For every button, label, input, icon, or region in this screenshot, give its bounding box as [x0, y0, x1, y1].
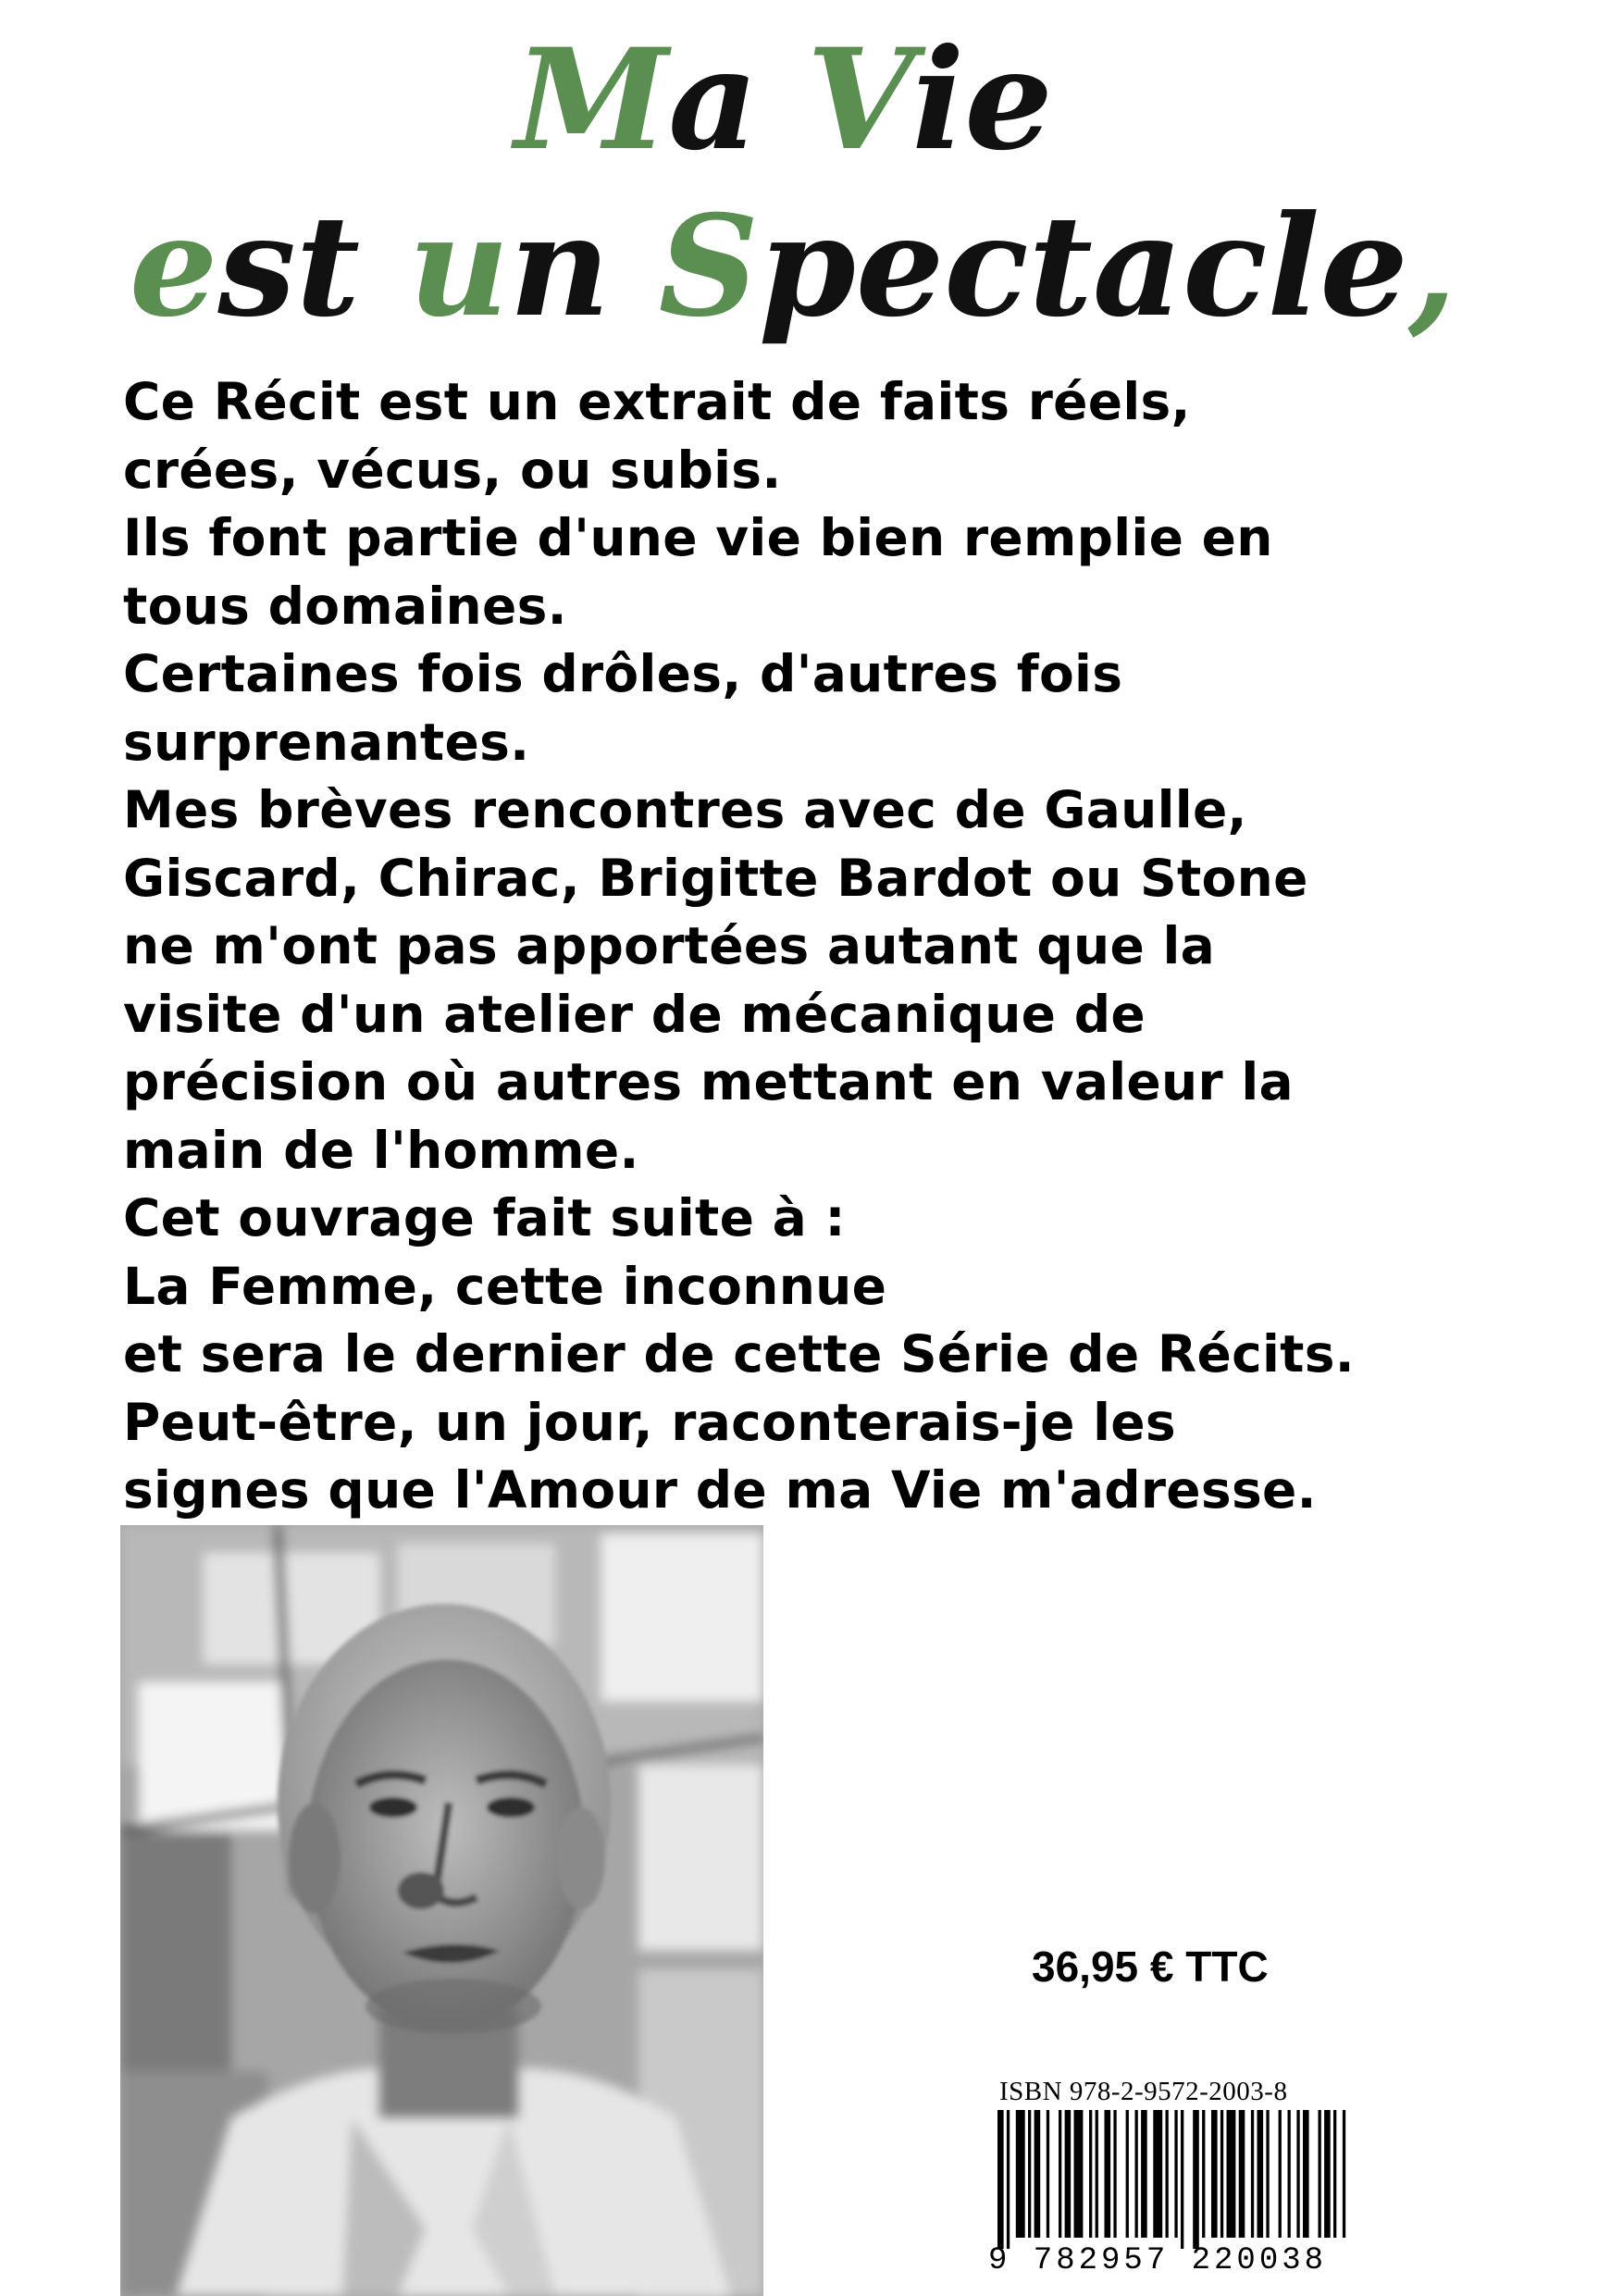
isbn-label: ISBN 978-2-9572-2003-8	[999, 2077, 1288, 2106]
price-label: 36,95 € TTC	[1032, 1942, 1269, 1991]
title-segment: pectacle	[758, 185, 1408, 348]
barcode-digits: 9 782957 220038	[988, 2243, 1328, 2278]
text-line: ne m'ont pas apportées autant que la	[123, 916, 1216, 975]
barcode-bar	[1105, 2110, 1111, 2238]
text-line: Cet ouvrage fait suite à :	[123, 1188, 846, 1247]
text-line: tous domaines.	[123, 576, 567, 636]
author-portrait-image	[120, 1525, 763, 2296]
barcode-bar	[1288, 2110, 1291, 2238]
barcode-bar	[1028, 2110, 1031, 2238]
barcode-bar	[1333, 2110, 1336, 2238]
title-segment: ,	[1407, 185, 1457, 348]
title-segment: n	[509, 185, 659, 348]
title-segment: u	[408, 185, 510, 348]
title-segment: ie	[911, 19, 1053, 181]
barcode-bar	[1258, 2110, 1264, 2238]
text-line: précision où autres mettant en valeur la	[123, 1052, 1294, 1111]
barcode-bar	[1303, 2110, 1309, 2238]
barcode-bar	[1059, 2110, 1061, 2238]
barcode-bar	[1279, 2110, 1282, 2238]
title-segment: M	[514, 19, 669, 181]
barcode-bar	[1007, 2110, 1010, 2249]
barcode-bar	[1220, 2110, 1223, 2238]
barcode-bar	[1035, 2110, 1041, 2238]
barcode-bar	[1324, 2110, 1331, 2238]
text-line: Ce Récit est un extrait de faits réels,	[123, 372, 1191, 431]
text-line: Ils font partie d'une vie bien remplie en	[123, 508, 1273, 567]
barcode-bar	[1343, 2110, 1345, 2238]
barcode-bar	[1141, 2110, 1147, 2238]
barcode-bar	[1319, 2110, 1321, 2238]
text-line: Certaines fois drôles, d'autres fois	[123, 644, 1123, 703]
barcode-bar	[1239, 2110, 1245, 2238]
barcode-bar	[1047, 2110, 1049, 2238]
barcode-bar	[1065, 2110, 1072, 2238]
barcode-bar	[1166, 2110, 1169, 2238]
barcode-bars	[988, 2110, 1354, 2249]
barcode-bar	[1074, 2110, 1084, 2238]
barcode-bar	[1202, 2110, 1205, 2238]
barcode-bar	[1126, 2110, 1129, 2238]
text-line: Peut-être, un jour, raconterais-je les	[123, 1392, 1176, 1452]
title-segment: a	[668, 19, 807, 181]
barcode-bar	[1227, 2110, 1236, 2238]
title-line-1	[0, 19, 1595, 181]
text-line: La Femme, cette inconnue	[123, 1256, 887, 1316]
barcode-bar	[1153, 2110, 1162, 2238]
barcode-bar	[1181, 2110, 1183, 2249]
text-line: Mes brèves rencontres avec de Gaulle,	[123, 780, 1247, 839]
text-line: visite d'un atelier de mécanique de	[123, 984, 1146, 1044]
barcode-bar	[997, 2110, 1004, 2249]
barcode-bar	[1016, 2110, 1025, 2238]
title-line-2	[0, 185, 1604, 348]
text-line: et sera le dernier de cette Série de Récits.	[123, 1324, 1355, 1384]
barcode-bar	[1089, 2110, 1092, 2238]
barcode-bar	[1113, 2110, 1116, 2238]
text-line: main de l'homme.	[123, 1120, 639, 1180]
title-segment: S	[658, 185, 759, 348]
text-line: signes que l'Amour de ma Vie m'adresse.	[123, 1460, 1317, 1520]
text-line: surprenantes.	[123, 712, 530, 772]
back-cover-text	[123, 368, 1585, 1525]
barcode-bar	[1251, 2110, 1254, 2238]
text-line: crées, vécus, ou subis.	[123, 440, 782, 500]
barcode-bar	[1174, 2110, 1177, 2238]
barcode-bar	[1211, 2110, 1218, 2238]
isbn-barcode	[988, 2073, 1354, 2296]
title-segment: st	[217, 185, 409, 348]
title-segment: V	[806, 19, 912, 181]
text-line: Giscard, Chirac, Brigitte Bardot ou Stone	[123, 848, 1308, 908]
barcode-bar	[1135, 2110, 1138, 2238]
barcode-bar	[1193, 2110, 1199, 2249]
barcode-bar	[1096, 2110, 1098, 2238]
title-segment: e	[129, 185, 218, 348]
author-photo	[120, 1525, 763, 2296]
barcode-bar	[1266, 2110, 1269, 2238]
barcode-bar	[1296, 2110, 1299, 2238]
